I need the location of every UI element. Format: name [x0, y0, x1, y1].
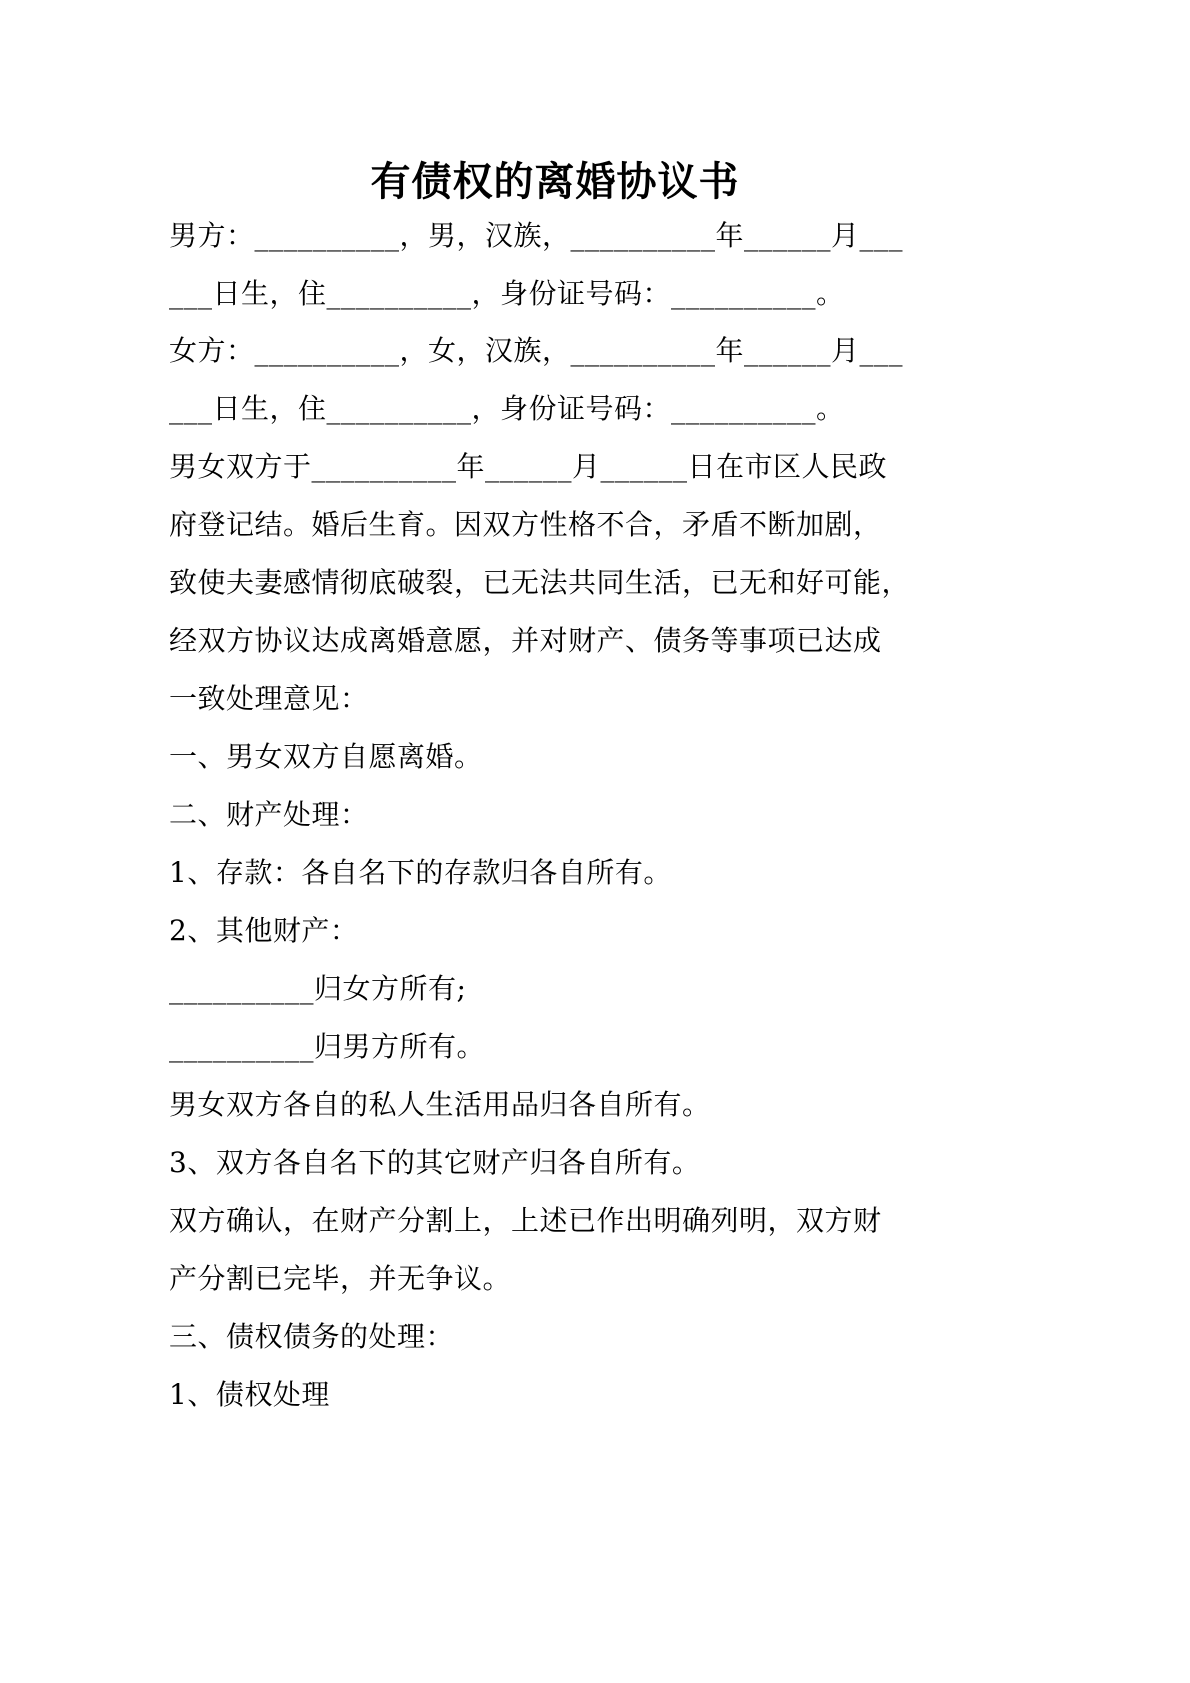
male-party-line-2: ___日生，住__________，身份证号码：__________。 — [169, 277, 845, 310]
clause-1-divorce: 一、男女双方自愿离婚。 — [169, 740, 483, 773]
male-party-line-1: 男方：__________，男，汉族，__________年______月___ — [169, 219, 904, 252]
marriage-paragraph-line-5: 一致处理意见： — [169, 682, 369, 715]
female-party-line-1: 女方：__________，女，汉族，__________年______月___ — [169, 334, 904, 367]
clause-3-item-1: 1、债权处理 — [169, 1378, 330, 1411]
marriage-paragraph-line-4: 经双方协议达成离婚意愿，并对财产、债务等事项已达成 — [169, 624, 882, 657]
marriage-paragraph-line-2: 府登记结。婚后生育。因双方性格不合，矛盾不断加剧， — [169, 508, 882, 541]
clause-2-item-3: 3、双方各自名下的其它财产归各自所有。 — [169, 1146, 701, 1179]
document-title: 有债权的离婚协议书 — [370, 159, 740, 205]
clause-2-heading: 二、财产处理： — [169, 798, 369, 831]
property-to-male: __________归男方所有。 — [169, 1030, 486, 1063]
property-to-female: __________归女方所有; — [169, 972, 467, 1005]
clause-2-item-2: 2、其他财产： — [169, 914, 359, 947]
marriage-paragraph-line-1: 男女双方于__________年______月______日在市区人民政 — [169, 450, 888, 483]
confirmation-line-1: 双方确认，在财产分割上，上述已作出明确列明，双方财 — [169, 1204, 882, 1237]
personal-items-line: 男女双方各自的私人生活用品归各自所有。 — [169, 1088, 711, 1121]
female-party-line-2: ___日生，住__________，身份证号码：__________。 — [169, 392, 845, 425]
marriage-paragraph-line-3: 致使夫妻感情彻底破裂，已无法共同生活，已无和好可能， — [169, 566, 911, 599]
clause-2-item-1: 1、存款：各自名下的存款归各自所有。 — [169, 856, 672, 889]
confirmation-line-2: 产分割已完毕，并无争议。 — [169, 1262, 512, 1295]
clause-3-heading: 三、债权债务的处理： — [169, 1320, 455, 1353]
